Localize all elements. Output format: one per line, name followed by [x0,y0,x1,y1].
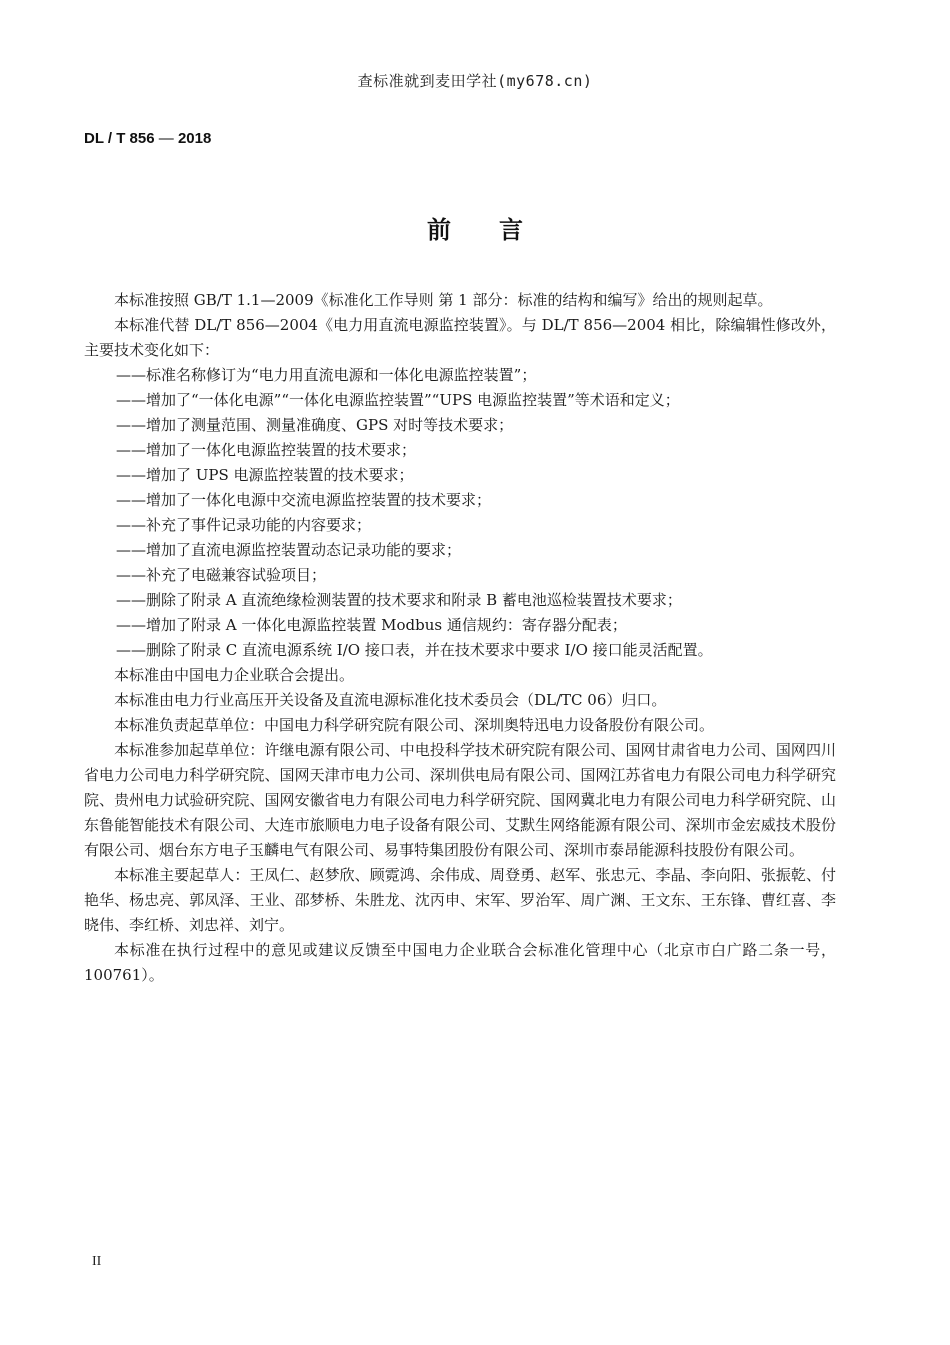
change-item: ——补充了事件记录功能的内容要求； [116,516,372,534]
change-item: ——补充了电磁兼容试验项目； [116,566,327,584]
change-item: ——增加了测量范围、测量准确度、GPS 对时等技术要求； [116,416,514,434]
change-item: ——删除了附录 A 直流绝缘检测装置的技术要求和附录 B 蓄电池巡检装置技术要求； [116,591,682,609]
change-item: ——增加了一体化电源监控装置的技术要求； [116,441,417,459]
technical-changes-list [84,363,836,663]
doc-code-number: DL / T 856 [84,130,155,147]
paragraph-feedback: 本标准在执行过程中的意见或建议反馈至中国电力企业联合会标准化管理中心（北京市白广路二条一号，100761）。 [84,941,836,984]
paragraph-proposer: 本标准由中国电力企业联合会提出。 [114,666,355,684]
doc-code-dash: — [154,130,178,147]
watermark-text: 查标准就到麦田学社(my678.cn) [357,72,593,90]
paragraph-main-drafters: 本标准主要起草人：王凤仁、赵梦欣、顾霓鸿、余伟成、周登勇、赵军、张忠元、李晶、李向阳、张振乾、付艳华、杨忠亮、郭凤泽、王业、邵梦桥、朱胜龙、沈丙申、宋军、罗治军、周广渊、王文东、王东锋、曹红喜、李晓伟、李红桥、刘忠祥、刘宁。 [84,866,836,934]
change-item: ——增加了 UPS 电源监控装置的技术要求； [116,466,414,484]
document-code [84,130,211,147]
change-item: ——增加了直流电源监控装置动态记录功能的要求； [116,541,462,559]
change-item: ——删除了附录 C 直流电源系统 I/O 接口表，并在技术要求中要求 I/O 接口能灵活配置。 [116,641,713,659]
change-item: ——标准名称修订为“电力用直流电源和一体化电源监控装置”； [116,366,537,384]
paragraph-drafting-rules: 本标准按照 GB/T 1.1—2009《标准化工作导则 第 1 部分：标准的结构和编写》给出的规则起草。 [114,291,773,309]
paragraph-committee: 本标准由电力行业高压开关设备及直流电源标准化技术委员会（DL/TC 06）归口。 [114,691,667,709]
paragraph-participating-drafters: 本标准参加起草单位：许继电源有限公司、中电投科学技术研究院有限公司、国网甘肃省电力公司、国网四川省电力公司电力科学研究院、国网天津市电力公司、深圳供电局有限公司、国网江苏省电力有限公司电力科学研究院、贵州电力试验研究院、国网安徽省电力有限公司电力科学研究院、国网冀北电力有限公司电力科学研究院、山东鲁能智能技术有限公司、大连市旅顺电力电子设备有限公司、艾默生网络能源有限公司、深圳市金宏威技术股份有限公司、烟台东方电子玉麟电气有限公司、易事特集团股份有限公司、深圳市泰昂能源科技股份有限公司。 [84,741,836,859]
change-item: ——增加了“一体化电源”“一体化电源监控装置”“UPS 电源监控装置”等术语和定义； [116,391,680,409]
doc-code-year: 2018 [177,130,212,147]
foreword-body [84,288,836,988]
paragraph-lead-drafters: 本标准负责起草单位：中国电力科学研究院有限公司、深圳奥特迅电力设备股份有限公司。 [114,716,715,734]
change-item: ——增加了附录 A 一体化电源监控装置 Modbus 通信规约：寄存器分配表； [116,616,627,634]
paragraph-replacement: 本标准代替 DL/T 856—2004《电力用直流电源监控装置》。与 DL/T 856—2004 相比，除编辑性修改外，主要技术变化如下： [84,316,836,359]
page-number: II [92,1254,102,1269]
page-title: 前言 [427,216,571,244]
change-item: ——增加了一体化电源中交流电源监控装置的技术要求； [116,491,492,509]
